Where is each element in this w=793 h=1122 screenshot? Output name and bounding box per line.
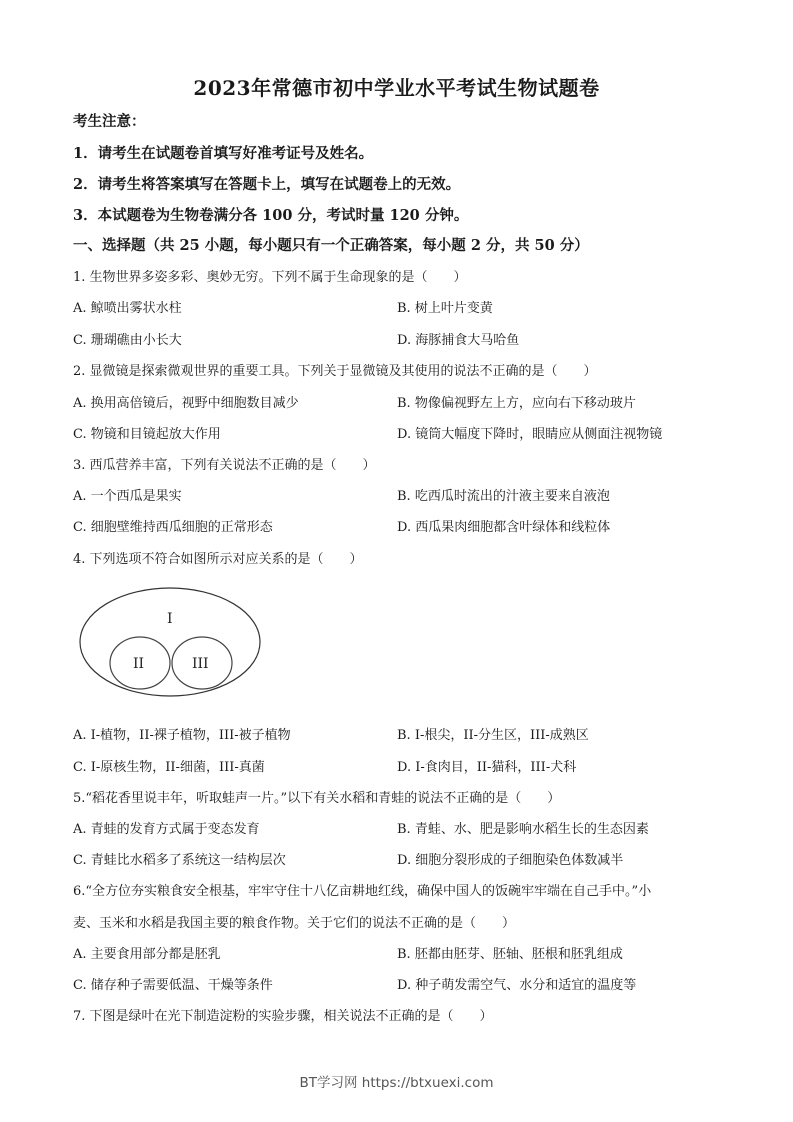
venn-diagram [78,585,264,700]
question-stem: 3. 西瓜营养丰富，下列有关说法不正确的是（ ） [73,458,376,473]
option-b: B. 吃西瓜时流出的汁液主要来自液泡 [397,489,610,504]
label-outer: I [167,611,173,627]
question-stem: 7. 下图是绿叶在光下制造淀粉的实验步骤，相关说法不正确的是（ ） [73,1009,493,1024]
option-c: C. 物镜和目镜起放大作用 [73,427,221,442]
option-a: A. 鲸喷出雾状水柱 [73,301,182,316]
notice-item: 1．请考生在试题卷首填写好准考证号及姓名。 [73,145,374,162]
label-right: III [192,656,209,672]
option-b: B. 青蛙、水、肥是影响水稻生长的生态因素 [397,822,649,837]
page-title: 2023年常德市初中学业水平考试生物试题卷 [193,76,600,100]
option-d: D. 海豚捕食大马哈鱼 [397,333,520,348]
option-a: A. 一个西瓜是果实 [73,489,182,504]
option-a: A. 主要食用部分都是胚乳 [73,947,221,962]
label-left: II [133,656,145,672]
option-d: D. 种子萌发需空气、水分和适宜的温度等 [397,978,637,993]
option-c: C. 储存种子需要低温、干燥等条件 [73,978,273,993]
option-d: D. 镜筒大幅度下降时，眼睛应从侧面注视物镜 [397,427,663,442]
question-stem: 2. 显微镜是探索微观世界的重要工具。下列关于显微镜及其使用的说法不正确的是（ ） [73,364,597,379]
option-a: A. 青蛙的发育方式属于变态发育 [73,822,260,837]
option-b: B. 胚都由胚芽、胚轴、胚根和胚乳组成 [397,947,623,962]
section-heading: 一、选择题（共 25 小题，每小题只有一个正确答案，每小题 2 分，共 50 分） [73,237,589,254]
question-stem-line: 麦、玉米和水稻是我国主要的粮食作物。关于它们的说法不正确的是（ ） [73,916,516,931]
option-c: C. 珊瑚礁由小长大 [73,333,182,348]
option-b: B. 树上叶片变黄 [397,301,493,316]
option-d: D. 细胞分裂形成的子细胞染色体数减半 [397,853,624,868]
option-d: D. 西瓜果肉细胞都含叶绿体和线粒体 [397,520,611,535]
option-a: A. 换用高倍镜后，视野中细胞数目减少 [73,396,299,411]
option-a: A. I-植物，II-裸子植物，III-被子植物 [73,728,291,743]
option-d: D. I-食肉目，II-猫科，III-犬科 [397,760,577,775]
option-b: B. 物像偏视野左上方，应向右下移动玻片 [397,396,636,411]
question-stem: 1. 生物世界多姿多彩、奥妙无穷。下列不属于生命现象的是（ ） [73,270,467,285]
question-stem-line: 6.“全方位夯实粮食安全根基，牢牢守住十八亿亩耕地红线，确保中国人的饭碗牢牢端在自己手中。”小 [73,884,652,899]
footer-watermark: BT学习网 https://btxuexi.com [299,1075,494,1091]
option-c: C. 青蛙比水稻多了系统这一结构层次 [73,853,286,868]
question-stem: 4. 下列选项不符合如图所示对应关系的是（ ） [73,552,363,567]
notice-item: 2．请考生将答案填写在答题卡上，填写在试题卷上的无效。 [73,176,461,193]
notice-heading: 考生注意： [73,113,146,130]
notice-item: 3．本试题卷为生物卷满分各 100 分，考试时量 120 分钟。 [73,207,469,224]
option-c: C. 细胞壁维持西瓜细胞的正常形态 [73,520,273,535]
question-stem: 5.“稻花香里说丰年，听取蛙声一片。”以下有关水稻和青蛙的说法不正确的是（ ） [73,791,561,806]
option-c: C. I-原核生物，II-细菌，III-真菌 [73,760,265,775]
option-b: B. I-根尖，II-分生区，III-成熟区 [397,728,589,743]
